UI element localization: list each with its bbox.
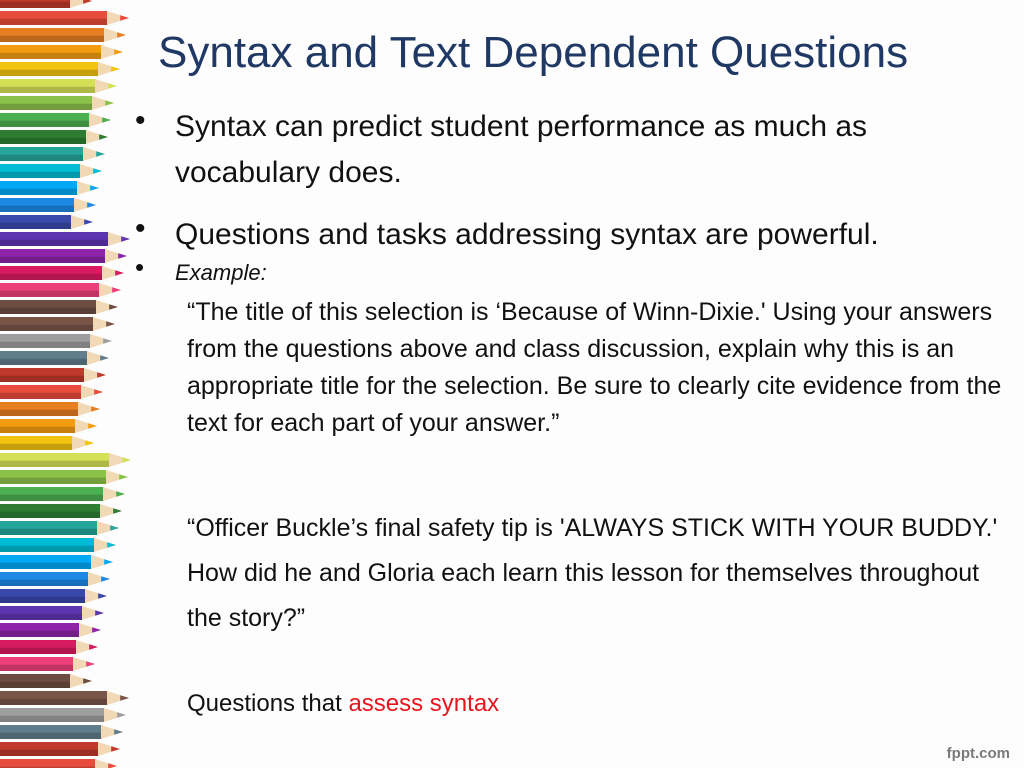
bullet-marker: • [135, 104, 146, 137]
pencil [0, 96, 114, 110]
slide-title: Syntax and Text Dependent Questions [158, 28, 909, 77]
pencil [0, 487, 125, 501]
pencil [0, 232, 130, 246]
pencil [0, 351, 109, 365]
pencil [0, 521, 119, 535]
pencil [0, 266, 124, 280]
pencil [0, 742, 120, 756]
pencil [0, 62, 120, 76]
pencil [0, 589, 107, 603]
example-quote-1: “The title of this selection is ‘Because of Winn-Dixie.' Using your answers from the questions above and class discussion, explain why this is an appropriate title for the selection. Be sure to clearly cite evidence from the text for each part of your answer.” [187, 298, 1002, 437]
watermark: fppt.com [946, 745, 1010, 762]
pencil [0, 453, 131, 467]
pencil [0, 164, 102, 178]
bullet-text: Questions and tasks addressing syntax are powerful. [175, 218, 879, 251]
pencil [0, 147, 105, 161]
pencil [0, 674, 92, 688]
pencil [0, 623, 101, 637]
pencil [0, 79, 117, 93]
bullet-text: Syntax can predict student performance as much as vocabulary does. [175, 110, 868, 189]
pencil [0, 130, 108, 144]
example-quote-2: “Officer Buckle’s final safety tip is 'ALWAYS STICK WITH YOUR BUDDY.' How did he and Gloria each learn this lesson for themselves throughout the story?” [187, 514, 998, 632]
colored-pencils-border [0, 0, 140, 768]
caption [187, 690, 499, 718]
caption-highlight: assess syntax [348, 690, 500, 717]
pencil [0, 249, 127, 263]
pencil [0, 436, 94, 450]
pencil [0, 572, 110, 586]
pencil [0, 0, 92, 8]
pencil [0, 113, 111, 127]
pencil [0, 402, 100, 416]
pencil [0, 385, 103, 399]
pencil [0, 504, 122, 518]
pencil [0, 334, 112, 348]
bullet-item [135, 104, 1005, 196]
bullet-marker: • [135, 252, 145, 282]
pencil [0, 708, 126, 722]
pencil [0, 215, 93, 229]
pencil [0, 317, 115, 331]
pencil [0, 759, 117, 768]
caption-prefix: Questions that [187, 690, 349, 717]
pencil [0, 45, 123, 59]
pencil [0, 419, 97, 433]
bullet-marker: • [135, 212, 146, 245]
pencil [0, 691, 129, 705]
pencil [0, 368, 106, 382]
example-label: Example: [175, 260, 267, 285]
bullet-item [135, 252, 1005, 288]
pencil [0, 538, 116, 552]
pencil [0, 28, 126, 42]
pencil [0, 181, 99, 195]
bullet-item [135, 212, 1005, 258]
pencil [0, 283, 121, 297]
pencil [0, 300, 118, 314]
pencil [0, 725, 123, 739]
pencil [0, 606, 104, 620]
pencil [0, 555, 113, 569]
pencil [0, 640, 98, 654]
pencil [0, 11, 129, 25]
pencil [0, 657, 95, 671]
pencil [0, 470, 128, 484]
pencil [0, 198, 96, 212]
